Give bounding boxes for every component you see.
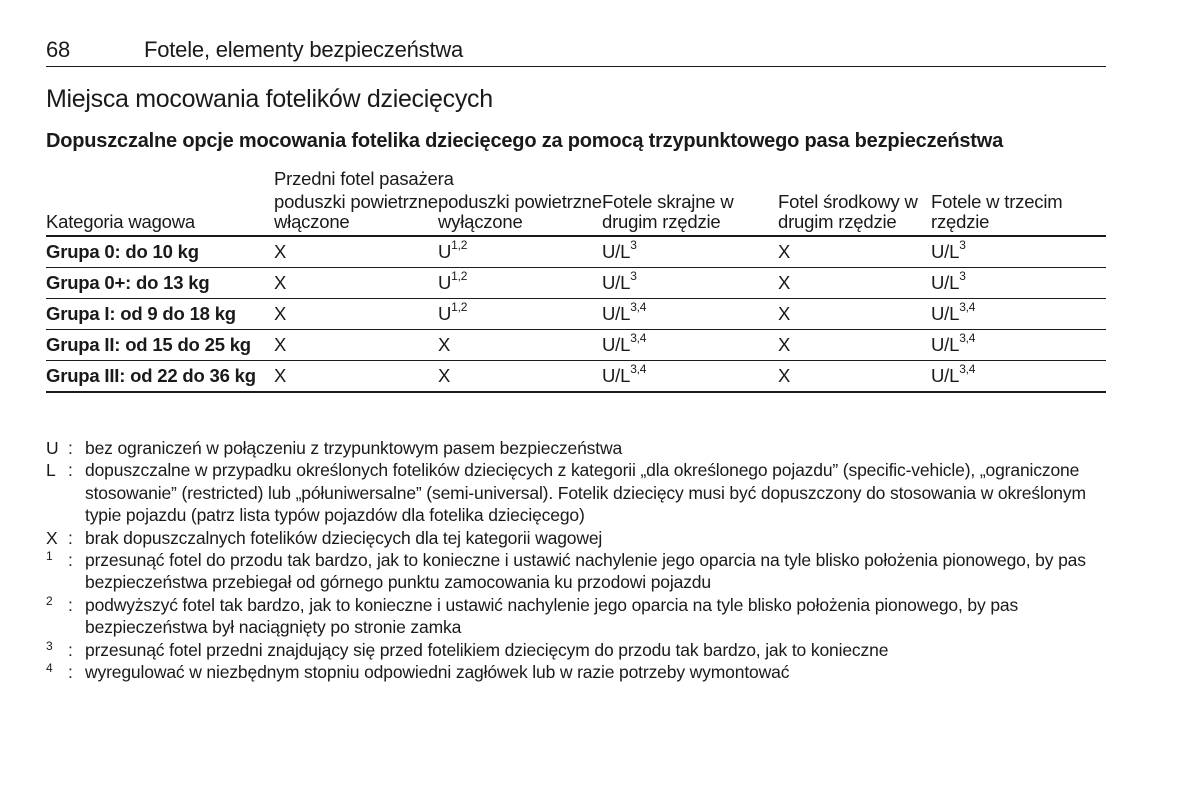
airbag-on-cell: X <box>274 330 438 361</box>
table-subtitle: Dopuszczalne opcje mocowania fotelika dziecięcego za pomocą trzypunktowego pasa bezpieczeństwa <box>46 130 1004 152</box>
page-number: 68 <box>46 37 71 62</box>
note-colon: : <box>68 639 73 660</box>
third-row-cell: $U/L^3$ <box>931 268 1106 299</box>
note-symbol: U <box>46 438 59 458</box>
note-colon: : <box>68 550 73 571</box>
footnote-2 <box>46 594 1106 639</box>
note-text: brak dopuszczalnych fotelików dziecięcych dla tej kategorii wagowej <box>85 527 603 548</box>
note-text: bez ograniczeń w połączeniu z trzypunktowym pasem bezpieczeństwa <box>85 438 623 458</box>
col-header-airbag-off: poduszki powietrzne wyłączone <box>438 192 602 236</box>
table-row <box>46 330 1106 361</box>
airbag-on-cell: X <box>274 236 438 268</box>
third-row-cell: $U/L^{3,4}$ <box>931 299 1106 330</box>
empty-header-cell <box>931 166 1106 192</box>
third-row-cell: $U/L^3$ <box>931 236 1106 268</box>
third-row-cell: $U/L^{3,4}$ <box>931 361 1106 393</box>
table-row <box>46 299 1106 330</box>
empty-header-cell <box>46 166 274 192</box>
chapter-title: Fotele, elementy bezpieczeństwa <box>144 37 464 62</box>
table-row <box>46 268 1106 299</box>
col-header-weight: Kategoria wagowa <box>46 192 274 236</box>
legend-note-x <box>46 527 1106 549</box>
footnote-1 <box>46 549 1106 594</box>
note-symbol: X <box>46 527 58 548</box>
center-2nd-row-cell: X <box>778 236 931 268</box>
note-text: przesunąć fotel do przodu tak bardzo, jak to konieczne i ustawić nachylenie jego oparcia na tyle blisko położenia pionowego, by pas bezpieczeństwa przebiegał od górnego punktu zamocowania ku przodowi pojazdu <box>85 550 1086 593</box>
col-header-center-2nd-row: Fotel środkowy w drugim rzędzie <box>778 192 931 236</box>
section-title: Miejsca mocowania fotelików dziecięcych <box>46 85 493 113</box>
note-symbol: 1 <box>46 549 53 564</box>
airbag-off-cell: X <box>438 330 602 361</box>
empty-header-cell <box>602 166 778 192</box>
legend-note-l <box>46 459 1106 526</box>
note-symbol: 2 <box>46 593 53 608</box>
weight-group-cell: Grupa 0+: do 13 kg <box>46 268 274 299</box>
airbag-on-cell: X <box>274 361 438 393</box>
weight-group-cell: Grupa I: od 9 do 18 kg <box>46 299 274 330</box>
legend-notes <box>46 437 1106 683</box>
legend-note-u <box>46 437 1106 459</box>
outer-2nd-row-cell: $U/L^{3,4}$ <box>602 330 778 361</box>
note-text: podwyższyć fotel tak bardzo, jak to konieczne i ustawić nachylenie jego oparcia na tyle blisko położenia pionowego, by pas bezpieczeństwa był naciągnięty po stronie zamka <box>85 594 1019 638</box>
center-2nd-row-cell: X <box>778 268 931 299</box>
airbag-on-cell: X <box>274 299 438 330</box>
outer-2nd-row-cell: $U/L^3$ <box>602 268 778 299</box>
center-2nd-row-cell: X <box>778 330 931 361</box>
note-symbol: 4 <box>46 661 53 676</box>
weight-group-cell: Grupa 0: do 10 kg <box>46 236 274 268</box>
third-row-cell: $U/L^{3,4}$ <box>931 330 1106 361</box>
weight-group-cell: Grupa III: od 22 do 36 kg <box>46 361 274 393</box>
outer-2nd-row-cell: $U/L^{3,4}$ <box>602 361 778 393</box>
note-text: wyregulować w niezbędnym stopniu odpowiedni zagłówek lub w razie potrzeby wymontować <box>85 662 790 683</box>
col-header-third-row: Fotele w trzecim rzędzie <box>931 192 1106 236</box>
empty-header-cell <box>778 166 931 192</box>
note-text: dopuszczalne w przypadku określonych fotelików dziecięcych z kategorii „dla określonego pojazdu” (specific-vehicle), „ograniczone stosowanie” (restricted) lub „półuniwersalne” (semi-universal). Fotelik dziecięcy musi być dopuszczony do stosowania w określonym typie pojazdu (patrz lista typów pojazdów dla fotelika dziecięcego) <box>85 460 1086 526</box>
airbag-off-cell: U$^{1,2}$ <box>438 299 602 330</box>
center-2nd-row-cell: X <box>778 361 931 393</box>
footnote-4 <box>46 661 1106 683</box>
note-colon: : <box>68 438 73 458</box>
airbag-on-cell: X <box>274 268 438 299</box>
airbag-off-cell: X <box>438 361 602 393</box>
page-header <box>46 36 1106 67</box>
table-row <box>46 361 1106 393</box>
weight-group-cell: Grupa II: od 15 do 25 kg <box>46 330 274 361</box>
note-text: przesunąć fotel przedni znajdujący się przed fotelikiem dziecięcym do przodu tak bardzo, jak to konieczne <box>85 639 889 660</box>
outer-2nd-row-cell: $U/L^3$ <box>602 236 778 268</box>
child-seat-table <box>46 166 1106 393</box>
col-header-airbag-on: poduszki powietrzne włączone <box>274 192 438 236</box>
note-symbol: L <box>46 460 56 481</box>
note-colon: : <box>68 527 73 548</box>
note-symbol: 3 <box>46 638 53 653</box>
center-2nd-row-cell: X <box>778 299 931 330</box>
col-header-outer-2nd-row: Fotele skrajne w drugim rzędzie <box>602 192 778 236</box>
table-row <box>46 236 1106 268</box>
front-seat-header: Przedni fotel pasażera <box>274 168 454 189</box>
airbag-off-cell: U$^{1,2}$ <box>438 236 602 268</box>
footnote-3 <box>46 639 1106 661</box>
note-colon: : <box>68 594 73 615</box>
note-colon: : <box>68 460 73 481</box>
outer-2nd-row-cell: $U/L^{3,4}$ <box>602 299 778 330</box>
airbag-off-cell: U$^{1,2}$ <box>438 268 602 299</box>
note-colon: : <box>68 662 73 683</box>
